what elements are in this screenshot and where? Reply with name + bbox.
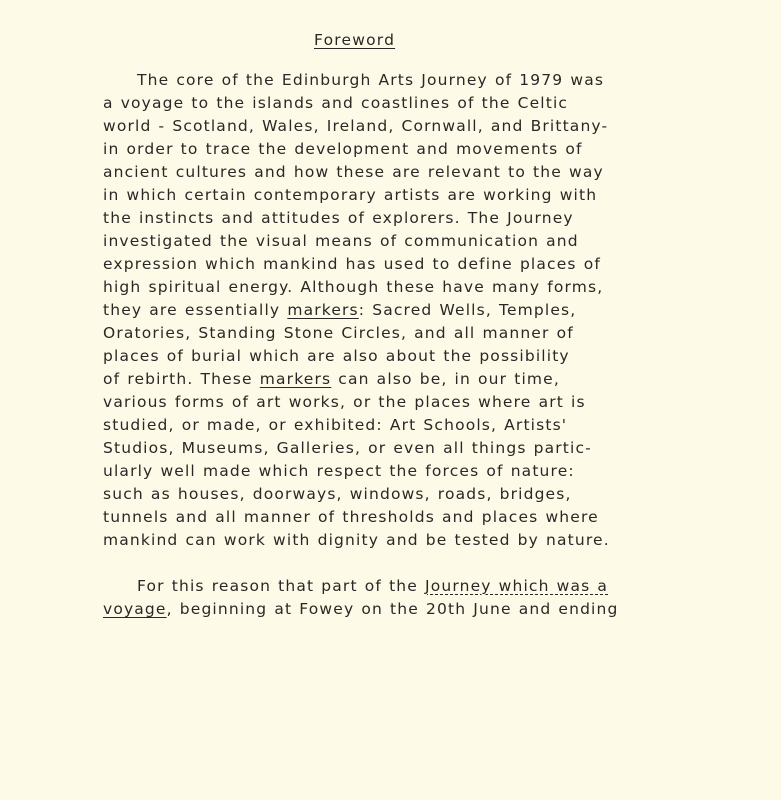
text-line: places of burial which are also about the possibility <box>103 347 570 365</box>
page-title: Foreword <box>314 31 396 49</box>
text-line <box>137 576 608 596</box>
text-segment: can also be, in our time, <box>331 370 560 388</box>
text-line: world - Scotland, Wales, Ireland, Cornwall, and Brittany- <box>103 117 609 135</box>
text-line: mankind can work with dignity and be tested by nature. <box>103 531 610 549</box>
text-line: in order to trace the development and movements of <box>103 140 583 158</box>
text-line <box>103 369 560 389</box>
text-segment: For this reason that part of the <box>137 577 426 595</box>
text-line: The core of the Edinburgh Arts Journey of 1979 was <box>137 71 605 89</box>
text-line: the instincts and attitudes of explorers. The Journey <box>103 209 574 227</box>
text-line: expression which mankind has used to define places of <box>103 255 601 273</box>
text-segment: , beginning at Fowey on the 20th June and ending <box>166 600 619 618</box>
text-line: studied, or made, or exhibited: Art Schools, Artists' <box>103 416 568 434</box>
text-line: ancient cultures and how these are relevant to the way <box>103 163 604 181</box>
underlined-word: voyage <box>103 600 167 618</box>
text-segment: of rebirth. These <box>103 370 260 388</box>
underlined-word: markers <box>287 301 359 319</box>
text-line: ularly well made which respect the forces of nature: <box>103 462 575 480</box>
text-line: Oratories, Standing Stone Circles, and all manner of <box>103 324 574 342</box>
text-segment: : Sacred Wells, Temples, <box>358 301 577 319</box>
text-line: various forms of art works, or the places where art is <box>103 393 586 411</box>
text-line <box>103 599 618 619</box>
text-line: a voyage to the islands and coastlines of the Celtic <box>103 94 569 112</box>
text-line: Studios, Museums, Galleries, or even all things partic- <box>103 439 592 457</box>
text-line: in which certain contemporary artists are working with <box>103 186 598 204</box>
text-line <box>103 300 576 320</box>
text-segment: they are essentially <box>103 301 288 319</box>
text-line: tunnels and all manner of thresholds and places where <box>103 508 599 526</box>
underlined-word: markers <box>259 370 332 388</box>
text-line: high spiritual energy. Although these have many forms, <box>103 278 604 296</box>
text-line: investigated the visual means of communication and <box>103 232 579 250</box>
underlined-phrase: Journey which was a <box>425 577 609 595</box>
text-line: such as houses, doorways, windows, roads, bridges, <box>103 485 572 503</box>
